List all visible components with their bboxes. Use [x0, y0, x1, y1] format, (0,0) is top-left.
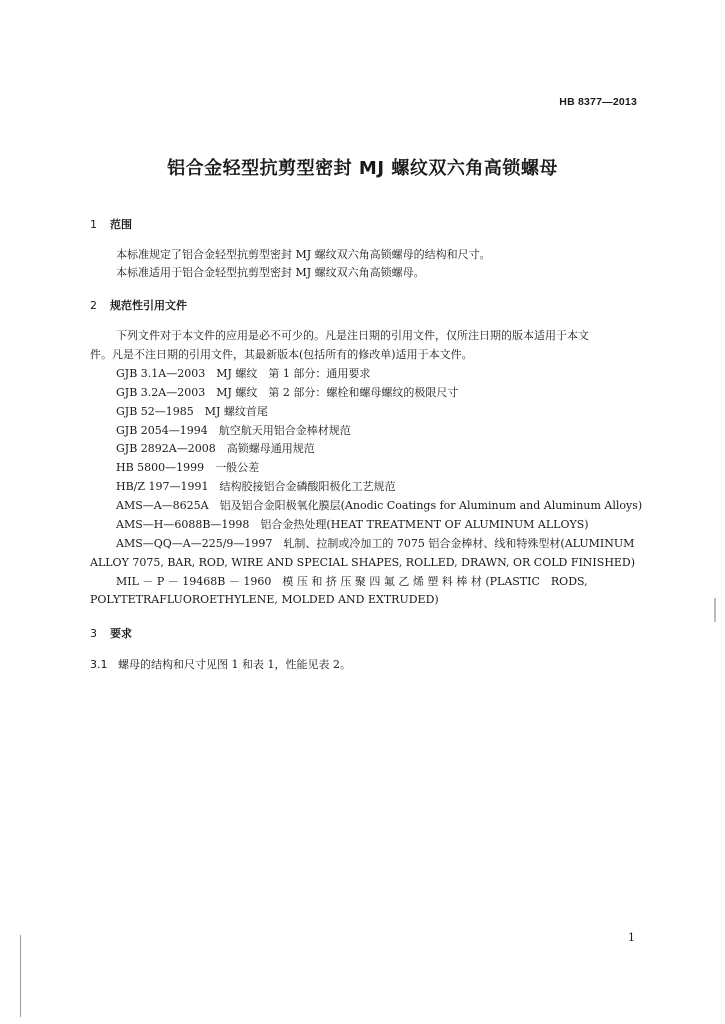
section-1-number: 1 — [90, 218, 97, 231]
clause-3-1 — [90, 658, 351, 672]
section-2-title: 规范性引用文件 — [110, 299, 187, 312]
section-2-intro-line-2: 件。凡是不注日期的引用文件，其最新版本(包括所有的修改单)适用于本文件。 — [90, 348, 473, 361]
reference-item: GJB 3.2A—2003 MJ 螺纹 第 2 部分：螺栓和螺母螺纹的极限尺寸 — [116, 386, 459, 399]
section-3-number: 3 — [90, 627, 97, 640]
reference-item: AMS—H—6088B—1998 铝合金热处理(HEAT TREATMENT OF ALUMINUM ALLOYS) — [116, 518, 589, 531]
page-number: 1 — [628, 931, 635, 944]
clause-3-1-number: 3.1 — [90, 658, 108, 671]
reference-item: GJB 2054—1994 航空航天用铝合金棒材规范 — [116, 424, 351, 437]
section-1-paragraph-1: 本标准规定了铝合金轻型抗剪型密封 MJ 螺纹双六角高锁螺母的结构和尺寸。 — [116, 248, 491, 261]
reference-item-qq-line-2: ALLOY 7075, BAR, ROD, WIRE AND SPECIAL SHAPES, ROLLED, DRAWN, OR COLD FINISHED) — [90, 556, 636, 569]
reference-item: GJB 52—1985 MJ 螺纹首尾 — [116, 405, 268, 418]
section-1-paragraph-2: 本标准适用于铝合金轻型抗剪型密封 MJ 螺纹双六角高锁螺母。 — [116, 266, 425, 279]
scan-edge-mark — [714, 598, 716, 622]
reference-item: GJB 2892A—2008 高锁螺母通用规范 — [116, 442, 315, 455]
section-2-number: 2 — [90, 299, 97, 312]
reference-item: AMS—A—8625A 铝及铝合金阳极氧化膜层(Anodic Coatings for Aluminum and Aluminum Alloys) — [116, 499, 643, 512]
reference-item-mil-line-2: POLYTETRAFLUOROETHYLENE, MOLDED AND EXTRUDED) — [90, 593, 439, 606]
reference-item: GJB 3.1A—2003 MJ 螺纹 第 1 部分：通用要求 — [116, 367, 371, 380]
section-1-heading — [90, 216, 132, 232]
section-2-heading — [90, 297, 187, 313]
document-title: 铝合金轻型抗剪型密封 MJ 螺纹双六角高锁螺母 — [167, 158, 558, 179]
reference-item: HB 5800—1999 一般公差 — [116, 461, 260, 474]
section-3-title: 要求 — [110, 627, 132, 640]
scan-edge-line — [20, 935, 21, 1017]
section-2-intro-line-1: 下列文件对于本文件的应用是必不可少的。凡是注日期的引用文件，仅所注日期的版本适用于本文 — [116, 329, 589, 342]
clause-3-1-text: 螺母的结构和尺寸见图 1 和表 1，性能见表 2。 — [118, 658, 351, 671]
section-3-heading — [90, 625, 132, 641]
reference-item: HB/Z 197—1991 结构胶接铝合金磷酸阳极化工艺规范 — [116, 480, 396, 493]
standard-code: HB 8377—2013 — [559, 96, 637, 108]
section-1-title: 范围 — [110, 218, 132, 231]
reference-item-qq-line-1: AMS—QQ—A—225/9—1997 轧制、拉制或冷加工的 7075 铝合金棒材、线和特殊型材(ALUMINUM — [116, 537, 635, 550]
reference-item-mil-line-1: MIL － P － 19468B － 1960 模 压 和 挤 压 聚 四 氟 乙 烯 塑 料 棒 材 (PLASTIC RODS, — [116, 575, 588, 588]
